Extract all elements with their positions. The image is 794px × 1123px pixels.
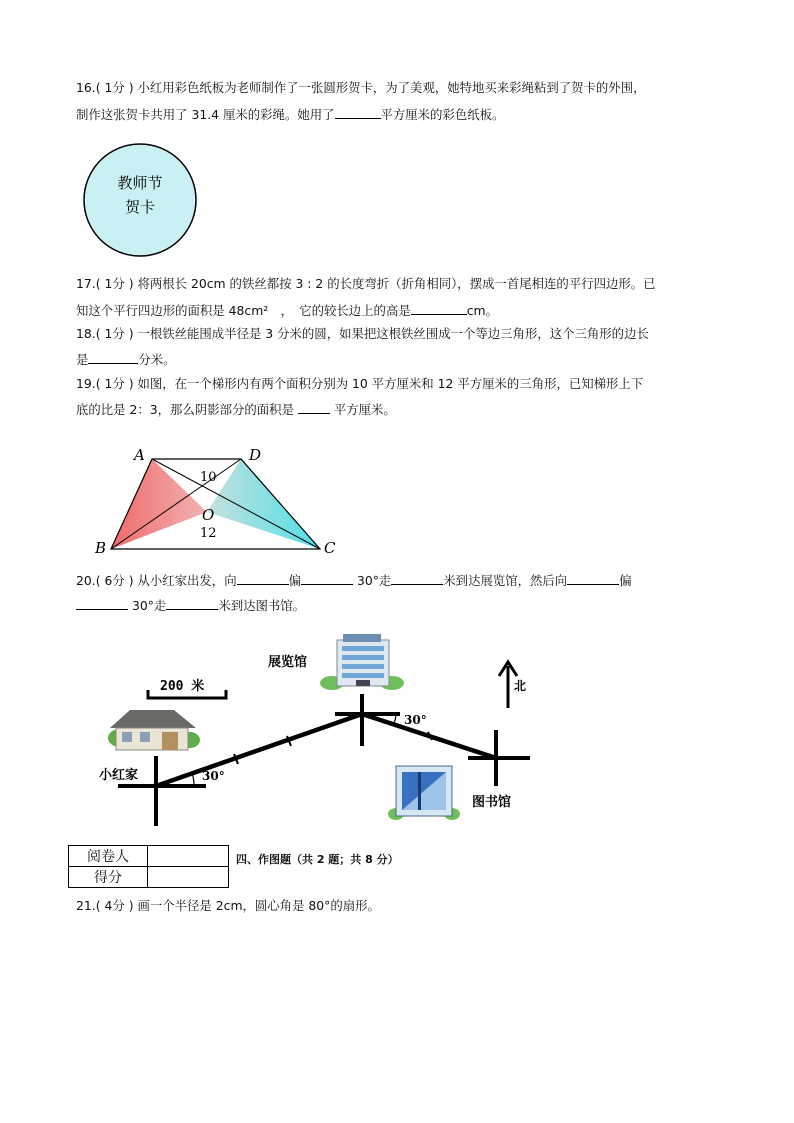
- reviewer-cell[interactable]: [148, 846, 229, 867]
- north-label: 北: [514, 679, 527, 693]
- q16-answer-blank[interactable]: [335, 106, 381, 119]
- shaded-triangle-right: [207, 459, 320, 549]
- exhibition-label: 展览馆: [268, 655, 308, 670]
- label-c: C: [324, 539, 336, 557]
- q17-text-a: 知这个平行四边形的面积是 48cm² ， 它的较长边上的高是: [76, 303, 411, 318]
- q19-text-b: 平方厘米。: [333, 402, 396, 417]
- label-a: A: [134, 446, 145, 464]
- q17-line2: [76, 302, 498, 319]
- q20-blank-2[interactable]: [301, 572, 353, 585]
- q17-answer-blank[interactable]: [411, 302, 467, 315]
- library-building-icon: [388, 766, 460, 820]
- q16-line1: 16.( 1分 ) 小红用彩色纸板为老师制作了一张圆形贺卡，为了美观，她特地买来彩绳粘到了贺卡的外围，: [76, 80, 646, 95]
- q20-blank-5[interactable]: [76, 597, 128, 610]
- q20-text-e: 偏: [619, 573, 632, 588]
- score-table: [68, 845, 229, 888]
- score-cell[interactable]: [148, 867, 229, 888]
- q17-line1: 17.( 1分 ) 将两根长 20cm 的铁丝都按 3 : 2 的长度弯折（折角相同），摆成一首尾相连的平行四边形。已: [76, 276, 656, 291]
- q16-line2: [76, 106, 504, 123]
- q20-text-g: 米到达图书馆。: [218, 598, 306, 613]
- reviewer-label: 阅卷人: [69, 846, 148, 867]
- q20-text-a: 20.( 6分 ) 从小红家出发，向: [76, 573, 237, 588]
- q18-line2: [76, 351, 176, 368]
- q20-line1: [76, 572, 632, 589]
- q19-line1: 19.( 1分 ) 如图，在一个梯形内有两个面积分别为 10 平方厘米和 12 平方厘米的三角形，已知梯形上下: [76, 376, 644, 391]
- home-house-icon: [108, 710, 200, 750]
- scale-label: 200 米: [160, 679, 205, 694]
- trapezoid-figure: [90, 440, 350, 565]
- label-b: B: [95, 539, 107, 557]
- shaded-triangle-left: [111, 459, 207, 549]
- q21-text: 21.( 4分 ) 画一个半径是 2cm，圆心角是 80°的扇形。: [76, 898, 380, 913]
- q20-line2: [76, 597, 305, 614]
- card-text-line1: 教师节: [117, 174, 163, 192]
- q18-text-a: 是: [76, 352, 89, 367]
- q20-text-f: 30°走: [131, 598, 167, 613]
- q20-blank-1[interactable]: [237, 572, 289, 585]
- q19-text-a: 底的比是 2：3，那么阴影部分的面积是: [76, 402, 294, 417]
- card-text-line2: 贺卡: [124, 198, 156, 216]
- q16-text-a: 制作这张贺卡共用了 31.4 厘米的彩绳。她用了: [76, 107, 335, 122]
- label-d: D: [249, 446, 262, 464]
- route-map-figure: [90, 628, 535, 838]
- q20-text-c: 30°走: [356, 573, 392, 588]
- area-top-label: 10: [200, 470, 217, 485]
- section4-title: 四、作图题（共 2 题；共 8 分）: [236, 853, 399, 866]
- q20-text-b: 偏: [288, 573, 301, 588]
- angle-label-home: 30°: [202, 769, 225, 783]
- q19-line2: [76, 401, 396, 418]
- home-label: 小红家: [99, 768, 139, 783]
- area-bottom-label: 12: [200, 526, 217, 541]
- q18-answer-blank[interactable]: [88, 351, 138, 364]
- q18-text-b: 分米。: [138, 352, 176, 367]
- angle-label-exhibition: 30°: [404, 713, 427, 727]
- library-label: 图书馆: [472, 795, 512, 810]
- q17-text-b: cm。: [466, 303, 499, 318]
- greeting-card-figure: [82, 142, 198, 258]
- q20-text-d: 米到达展览馆，然后向: [443, 573, 568, 588]
- exhibition-building-icon: [320, 634, 404, 690]
- q19-answer-blank[interactable]: [298, 401, 330, 414]
- q16-text-b: 平方厘米的彩色纸板。: [380, 107, 505, 122]
- label-o: O: [202, 506, 215, 524]
- q20-blank-6[interactable]: [166, 597, 218, 610]
- score-label: 得分: [69, 867, 148, 888]
- q20-blank-3[interactable]: [391, 572, 443, 585]
- q20-blank-4[interactable]: [567, 572, 619, 585]
- q18-line1: 18.( 1分 ) 一根铁丝能围成半径是 3 分米的圆，如果把这根铁丝围成一个等边三角形，这个三角形的边长: [76, 326, 649, 341]
